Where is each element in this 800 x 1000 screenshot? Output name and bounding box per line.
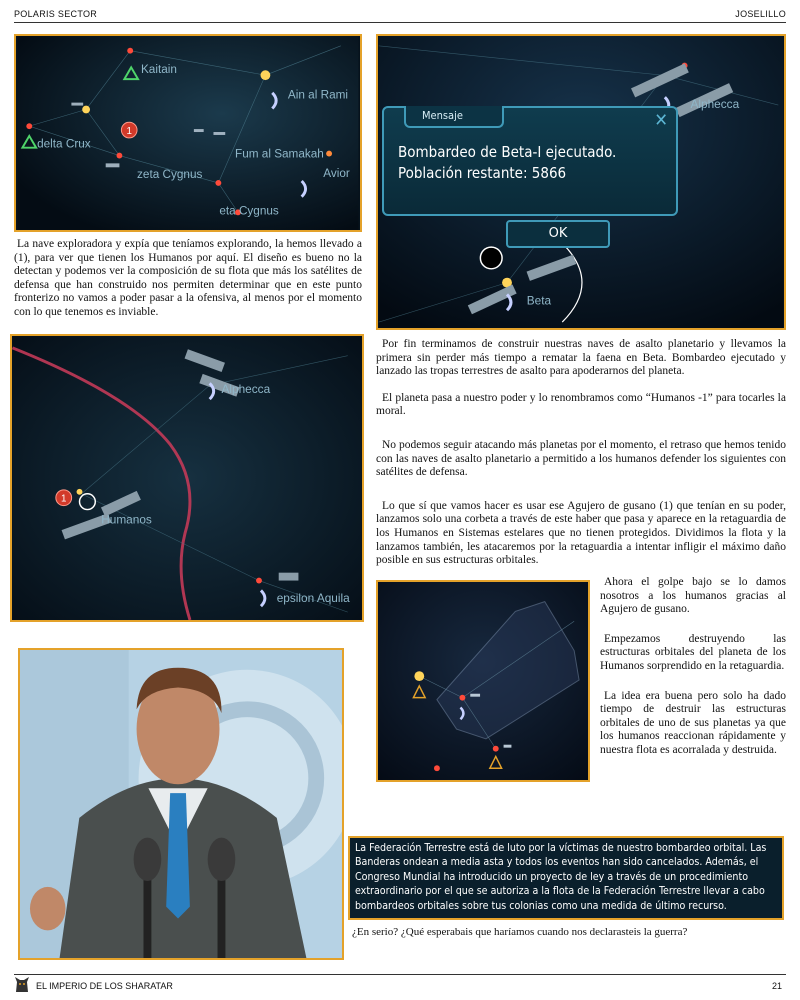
quote-line: ¿En serio? ¿Qué esperabais que haríamos cuando nos declarasteis la guerra? xyxy=(352,926,688,938)
portrait-image xyxy=(18,648,344,960)
paragraph: El planeta pasa a nuestro poder y lo renombramos como “Humanos -1” para tocarles la moral. xyxy=(376,391,786,418)
page-footer xyxy=(14,974,786,995)
portrait-svg xyxy=(20,650,342,958)
dialog-line-1: Bombardeo de Beta-I ejecutado. xyxy=(398,143,617,161)
ok-button: OK xyxy=(506,220,610,248)
dialog-message xyxy=(398,142,616,184)
map-2-label-beta: Beta xyxy=(526,293,552,308)
map-3-label-alphecca: Alphecca xyxy=(221,382,271,397)
map-1-marker: 1 xyxy=(126,125,132,137)
dialog-line-2: Población restante: 5866 xyxy=(398,164,567,182)
map-1-label-zeta-cygnus: zeta Cygnus xyxy=(137,168,203,182)
close-icon: ✕ xyxy=(654,110,668,131)
message-dialog xyxy=(382,106,678,216)
map-3-label-epsilon-aquila: epsilon Aquila xyxy=(276,591,350,606)
footer-left: EL IMPERIO DE LOS SHARATAR xyxy=(36,981,173,991)
map-3-label-humanos: Humanos xyxy=(101,512,152,527)
map-1-label-ain-al-rami: Ain al Rami xyxy=(287,88,349,102)
news-box: La Federación Terrestre está de luto por la víctimas de nuestro bombardeo orbital. Las Banderas ondean a media asta y todos los eventos han sido cancelados. Además, el Congreso Mundial ha introducido un proyecto de ley a través de un procedimiento extraordinario por el que se autoriza a la flota de la Federación Terrestre llevar a cabo bombardeos orbitales sobre tus colonias como una medida de último recurso. xyxy=(348,836,784,920)
page-header xyxy=(14,6,786,23)
paragraph: Ahora el golpe bajo se lo damos nosotros a los humanos gracias al Agujero de gusano. xyxy=(600,576,786,616)
map-1-svg xyxy=(16,36,360,230)
paragraph: Lo que sí que vamos hacer es usar ese Agujero de gusano (1) que tenían en su poder, lanzamos solo una corbeta a través de este haber que pasa y aparece en la retaguardia de los Humanos en Sistemas estelares que no tienen protegidos. Dividimos la flota y la lanzamos también, les atacaremos por la retaguardia a intentar infligir el máximo daño posible en sus estructuras orbitales. xyxy=(376,499,786,567)
paragraph: No podemos seguir atacando más planetas por el momento, el retraso que hemos tenido con las naves de asalto planetario a permitido a los humanos defender los siguientes con satélites de defensa. xyxy=(376,438,786,479)
header-right: JOSELILLO xyxy=(735,9,786,19)
map-3-svg xyxy=(12,336,362,620)
screenshot-map-1 xyxy=(14,34,362,232)
paragraph: La idea era buena pero solo ha dado tiempo de destruir las estructuras orbitales de uno de sus planetas ya que los humanos reaccionan rápidamente y nuestra flota es acorralada y destruida. xyxy=(600,689,786,756)
map-1-label-kaitain: Kaitain xyxy=(140,63,177,77)
map-3-marker: 1 xyxy=(60,493,67,505)
sharatar-logo-icon xyxy=(14,976,30,993)
map-1-label-avior: Avior xyxy=(323,167,350,181)
paragraph: Por fin terminamos de construir nuestras naves de asalto planetario y llevamos la primera sin perder más tiempo a rematar la faena en Beta. Bombardeo ejecutado y lanzado las tropas terrestres de asalto para apoderarnos del planeta. xyxy=(376,338,786,378)
map-1-label-delta-crux: delta Crux xyxy=(37,137,91,151)
text-block-2 xyxy=(376,338,786,581)
text-block-3 xyxy=(600,576,786,771)
paragraph: La nave exploradora y expía que teníamos explorando, la hemos llevado a (1), para ver que tienen los Humanos por aquí. El diseño es bueno no la detectan y podemos ver la composición de su flota que más los satélites de defensa que han construido nos permiten determinar que en este punto fronterizo no vamos a poder pasar a la ofensiva, al menos por el momento con lo que tenemos es inviable. xyxy=(14,238,362,318)
screenshot-map-2 xyxy=(376,34,786,330)
paragraph: Empezamos destruyendo las estructuras orbitales del planeta de los Humanos sorprendido en la retaguardia. xyxy=(600,632,786,672)
map-1-label-fum-al-samakah: Fum al Samakah xyxy=(235,147,324,161)
map-2-label-alphecca: Alphecca xyxy=(690,97,740,112)
screenshot-map-3 xyxy=(10,334,364,622)
header-left: POLARIS SECTOR xyxy=(14,9,98,19)
text-block-1 xyxy=(14,238,362,333)
map-4-svg xyxy=(378,582,588,780)
screenshot-map-4 xyxy=(376,580,590,782)
map-1-label-eta-cygnus: eta Cygnus xyxy=(219,204,279,218)
dialog-title: Mensaje xyxy=(404,106,504,128)
page-number: 21 xyxy=(771,981,782,991)
